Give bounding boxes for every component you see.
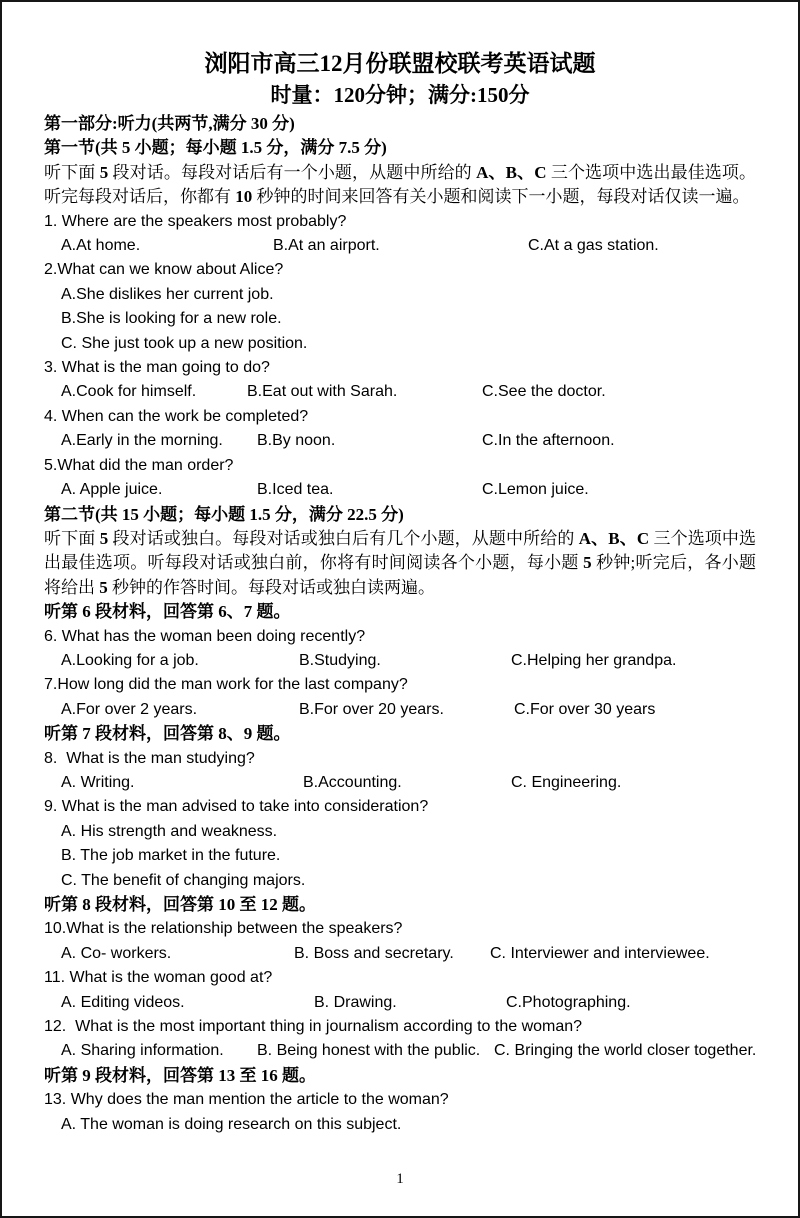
question-option: A. Sharing information. (61, 1042, 224, 1060)
question-option: B.Iced tea. (257, 481, 334, 499)
options-row (44, 649, 756, 673)
question: 9. What is the man advised to take into consideration? (44, 798, 429, 816)
question-option: A.Looking for a job. (61, 651, 199, 669)
content (44, 112, 756, 1137)
bold-run: A、B、C (476, 162, 547, 182)
text-run: 三个选项中选出最佳选项。听每段对话或独白前，你将有时间阅读各个小题，每小题 (44, 528, 757, 573)
document-title: 浏阳市高三12月份联盟校联考英语试题 (204, 51, 596, 76)
question-option: C. Bringing the world closer together. (494, 1042, 757, 1060)
question: 4. When can the work be completed? (44, 407, 309, 425)
question-option: C. Interviewer and interviewee. (490, 944, 710, 962)
text-run: 秒钟的时间来回答有关小题和阅读下一小题，每段对话仅读一遍。 (252, 187, 750, 207)
question-option: A.Cook for himself. (61, 383, 197, 401)
question: 12. What is the most important thing in journalism according to the woman? (44, 1018, 583, 1036)
question-option: C.Photographing. (506, 993, 631, 1011)
question-option: C.For over 30 years (514, 700, 656, 718)
question: 1. Where are the speakers most probably? (44, 212, 347, 230)
question-option: A. Apple juice. (61, 481, 163, 499)
instruction-paragraph (44, 527, 756, 600)
question-option: A.At home. (61, 237, 141, 255)
question-option: C.At a gas station. (528, 237, 659, 255)
options-row (44, 1039, 756, 1063)
section-header: 听第 9 段材料，回答第 13 至 16 题。 (44, 1065, 316, 1085)
section-header: 听第 8 段材料，回答第 10 至 12 题。 (44, 895, 316, 914)
text-run: 听下面 (44, 162, 100, 182)
question: 7.How long did the man work for the last company? (44, 676, 408, 694)
options-row (44, 698, 756, 722)
bold-run: A、B、C (578, 528, 650, 548)
question-option: C.Lemon juice. (482, 481, 589, 499)
page-number: 1 (396, 1171, 404, 1187)
document-subtitle: 时量：120分钟；满分:150分 (270, 83, 530, 107)
question-option: A. Writing. (61, 773, 135, 791)
question: 2.What can we know about Alice? (44, 261, 284, 279)
question: 8. What is the man studying? (44, 749, 255, 767)
bold-run: 5 (583, 553, 592, 573)
question: 11. What is the woman good at? (44, 969, 273, 987)
bold-run: 5 (99, 528, 109, 548)
bold-run: 5 (99, 162, 109, 182)
question: 6. What has the woman been doing recently? (44, 627, 366, 645)
bold-run: 5 (99, 577, 108, 597)
question-option: B. Drawing. (314, 993, 397, 1011)
section-header: 第一部分:听力(共两节,满分 30 分) (44, 114, 295, 133)
question-option: C. The benefit of changing majors. (61, 871, 306, 889)
question-option: A. Editing videos. (61, 993, 185, 1011)
question-option: B.Eat out with Sarah. (247, 383, 398, 401)
question-option: A.She dislikes her current job. (61, 285, 274, 303)
question-option: B.By noon. (257, 432, 336, 450)
question-option: B. Being honest with the public. (257, 1042, 481, 1060)
options-row (44, 991, 756, 1015)
options-row (44, 380, 756, 404)
options-row (44, 942, 756, 966)
text-run: 秒钟的作答时间。每段对话或独白读两遍。 (107, 577, 435, 597)
section-header: 第一节(共 5 小题；每小题 1.5 分，满分 7.5 分) (44, 138, 387, 158)
question: 10.What is the relationship between the speakers? (44, 920, 403, 938)
question-option: A.For over 2 years. (61, 700, 198, 718)
question: 5.What did the man order? (44, 456, 234, 474)
section-header: 第二节(共 15 小题；每小题 1.5 分，满分 22.5 分) (44, 504, 404, 524)
question-option: B.At an airport. (273, 237, 380, 255)
question-option: C.Helping her grandpa. (511, 651, 677, 669)
question-option: A. The woman is doing research on this subject. (61, 1115, 402, 1133)
question-option: A. His strength and weakness. (61, 822, 278, 840)
question: 13. Why does the man mention the article to the woman? (44, 1091, 449, 1109)
instruction-paragraph (44, 161, 756, 210)
question-option: B. Boss and secretary. (294, 944, 454, 962)
question-option: C. She just took up a new position. (61, 334, 308, 352)
text-run: 三个选项中选出最佳选项。听完每段对话后，你都有 (44, 162, 757, 207)
question-option: C. Engineering. (511, 773, 622, 791)
question-option: A. Co- workers. (61, 944, 172, 962)
question-option: B.Accounting. (303, 773, 402, 791)
text-run: 段对话或独白。每段对话或独白后有几个小题，从题中所给的 (108, 528, 579, 548)
bold-run: 10 (235, 187, 253, 207)
question-option: B.Studying. (299, 651, 381, 669)
section-header: 听第 7 段材料，回答第 8、9 题。 (44, 724, 291, 744)
section-header: 听第 6 段材料，回答第 6、7 题。 (44, 602, 291, 622)
options-row (44, 771, 756, 795)
text-run: 听下面 (44, 528, 100, 548)
question: 3. What is the man going to do? (44, 359, 270, 377)
question-option: B. The job market in the future. (61, 847, 281, 865)
options-row (44, 429, 756, 453)
text-run: 段对话。每段对话后有一个小题，从题中所给的 (108, 162, 477, 182)
question-option: B.For over 20 years. (299, 700, 444, 718)
question-option: C.See the doctor. (482, 383, 606, 401)
options-row (44, 478, 756, 502)
question-option: B.She is looking for a new role. (61, 310, 282, 328)
question-option: A.Early in the morning. (61, 432, 223, 450)
text-run: 秒钟;听完后，各小题将给出 (44, 553, 756, 597)
question-option: C.In the afternoon. (482, 432, 615, 450)
options-row (44, 234, 756, 258)
